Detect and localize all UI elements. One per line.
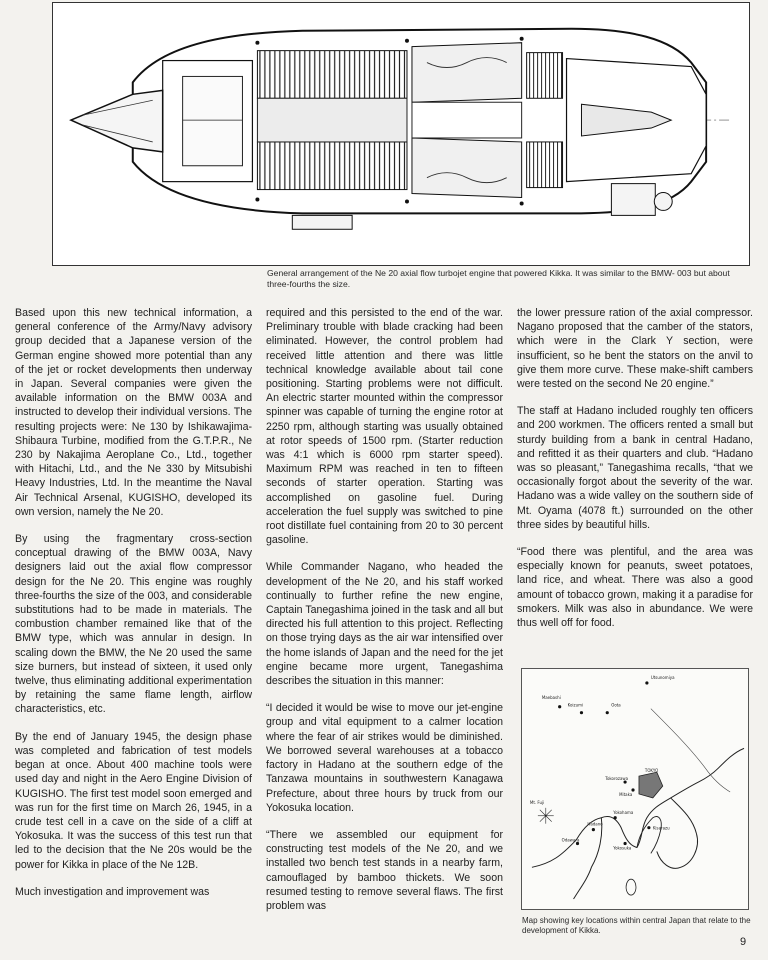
map-label: Koizumi xyxy=(567,702,584,708)
text-column-1 xyxy=(15,306,252,912)
text-column-2 xyxy=(266,306,503,926)
map-label: Maebashi xyxy=(541,694,561,700)
map-label: TOKYO xyxy=(644,768,659,774)
figure-caption: General arrangement of the Ne 20 axial flow turbojet engine that powered Kikka. It was similar to the BMW- 003 but about three-fourths the size. xyxy=(267,268,730,289)
paragraph: The staff at Hadano included roughly ten officers and 200 workmen. The officers rented a small but sturdy building from a bank in central Hadano, and refitted it as their quarters and club. “Hadano was so pleasant,” Tanegashima recalls, “that we occasionally forgot about the severity of the war. Hadano was a wide valley on the southern side of Mt. Oyama (4078 ft.) surrounded on the other three sides by beautiful hills. xyxy=(517,405,753,531)
paragraph: required and this persisted to the end of the war. Preliminary trouble with blade cracking had been eliminated. However, the control problem had received little attention and there was little technical knowledge available about tail cone positioning. Starting problems were not difficult. An electric starter mounted within the compressor spinner was capable of turning the engine rotor at 2250 rpm, although starting was usually obtained at rotor speeds of 1500 rpm. (Starter reduction was 4:1 which is 6000 rpm starter speed). Maximum RPM was reached in ten to fifteen seconds of starter operation. Starting was accomplished on gasoline fuel. During acceleration the fuel supply was switched to pine root distillate fuel containing from 20 to 30 percent gasoline. xyxy=(266,307,503,547)
map-label: Oota xyxy=(611,702,621,708)
map-label: Mitaka xyxy=(619,791,633,797)
paragraph: By using the fragmentary cross-section conceptual drawing of the BMW 003A, Navy designers laid out the axial flow compressor design for the Ne 20. This engine was roughly three-fourths the size of the 003, and considerable substitutions had to be made in materials. The combustion chamber remained like that of the BMW type, which was annular in design. In scaling down the BMW, the Ne 20 used the same size burners, but instead of sixteen, it used only twelve, thus eliminating additional experimentation by retaining the same flame length, airflow characteristics, etc. xyxy=(15,533,252,716)
engine-drawing xyxy=(52,2,750,266)
page-number: 9 xyxy=(740,936,747,948)
map-label: Utsunomiya xyxy=(650,674,675,680)
map-label: Mt. Fuji xyxy=(529,799,545,805)
central-japan-map-icon xyxy=(522,669,748,909)
paragraph: “Food there was plentiful, and the area was especially known for peanuts, sweet potatoes, land rice, and wheat. There was also a good amount of tobacco grown, making it a paradise for smokers. Milk was also in abundance. We were thus well off for food. xyxy=(517,546,753,630)
map-caption: Map showing key locations within central Japan that relate to the development of Kikka. xyxy=(522,916,751,935)
map-label: Odawara xyxy=(561,837,580,843)
text-column-3 xyxy=(517,306,753,643)
paragraph: “There we assembled our equipment for constructing test models of the Ne 20, and we installed two bench test stands in a nearby farm, camouflaged by bamboo thickets. We soon resumed testing to remove several flaws. The first problem was xyxy=(266,828,503,912)
map-label: Hadano xyxy=(587,821,603,827)
paragraph: By the end of January 1945, the design phase was completed and fabrication of test models began at once. About 400 machine tools were used day and night in the Aero Engine Division of KUGISHO. The first test model soon emerged and was run for the first time on March 26, 1945, in a crude test cell in a cave on the side of a cliff at Yokosuka. It was the success of this test run that led to the decision that the Ne 20s would be the power for Kikka in place of the Ne 12B. xyxy=(15,730,252,871)
map-label: Tokorozawa xyxy=(605,776,629,782)
turbojet-engine-cross-section-icon xyxy=(53,3,749,265)
map-label: Yokosuka xyxy=(613,845,632,851)
paragraph: “I decided it would be wise to move our jet-engine group and vital equipment to a calmer location where the fear of air strikes would be diminished. We borrowed several warehouses at a tobacco factory in Hadano at the southern edge of the Tanzawa mountains in southwestern Kanagawa Prefecture, about three hours by truck from our Yokosuka location. xyxy=(266,702,503,814)
map-label: Yokohama xyxy=(613,809,634,815)
paragraph: Based upon this new technical information, a general conference of the Army/Navy advisory group decided that a Japanese version of the German engine showed more potential than any of the jet or rocket developments then underway in Japan. Several companies were given the available information on the BMW 003A and instructed to develop their individual versions. The resulting projects were: Ne 130 by Ishikawajima-Shibaura Turbine, modified from the G.T.P.R., Ne 230 by Nakajima Aeroplane Co., Ltd., together with Hitachi, Ltd., and the Ne 330 by Mitsubishi Heavy Industries, Ltd. In the meantime the Naval Air Technical Arsenal, KUGISHO, developed its own version, namely the Ne 20. xyxy=(15,307,252,518)
paragraph: While Commander Nagano, who headed the development of the Ne 20, and his staff worked continually to further refine the new engine, Captain Tanegashima joined in the task and all but directed his full attention to this project. Reflecting on those trying days as the air war intensified over the home islands of Japan and the need for the jet engine became more urgent, Tanegashima describes the situation in this manner: xyxy=(266,561,503,688)
paragraph: Much investigation and improvement was xyxy=(15,885,210,898)
map-figure xyxy=(521,668,749,910)
paragraph: the lower pressure ration of the axial compressor. Nagano proposed that the camber of the stators, which were in the Clark Y section, were insufficient, so he bent the stators on the anvil to give them more curve. These make-shift cambers were tested on the second Ne 20 engine.” xyxy=(517,307,753,391)
map-label: Kisarazu xyxy=(652,825,670,831)
